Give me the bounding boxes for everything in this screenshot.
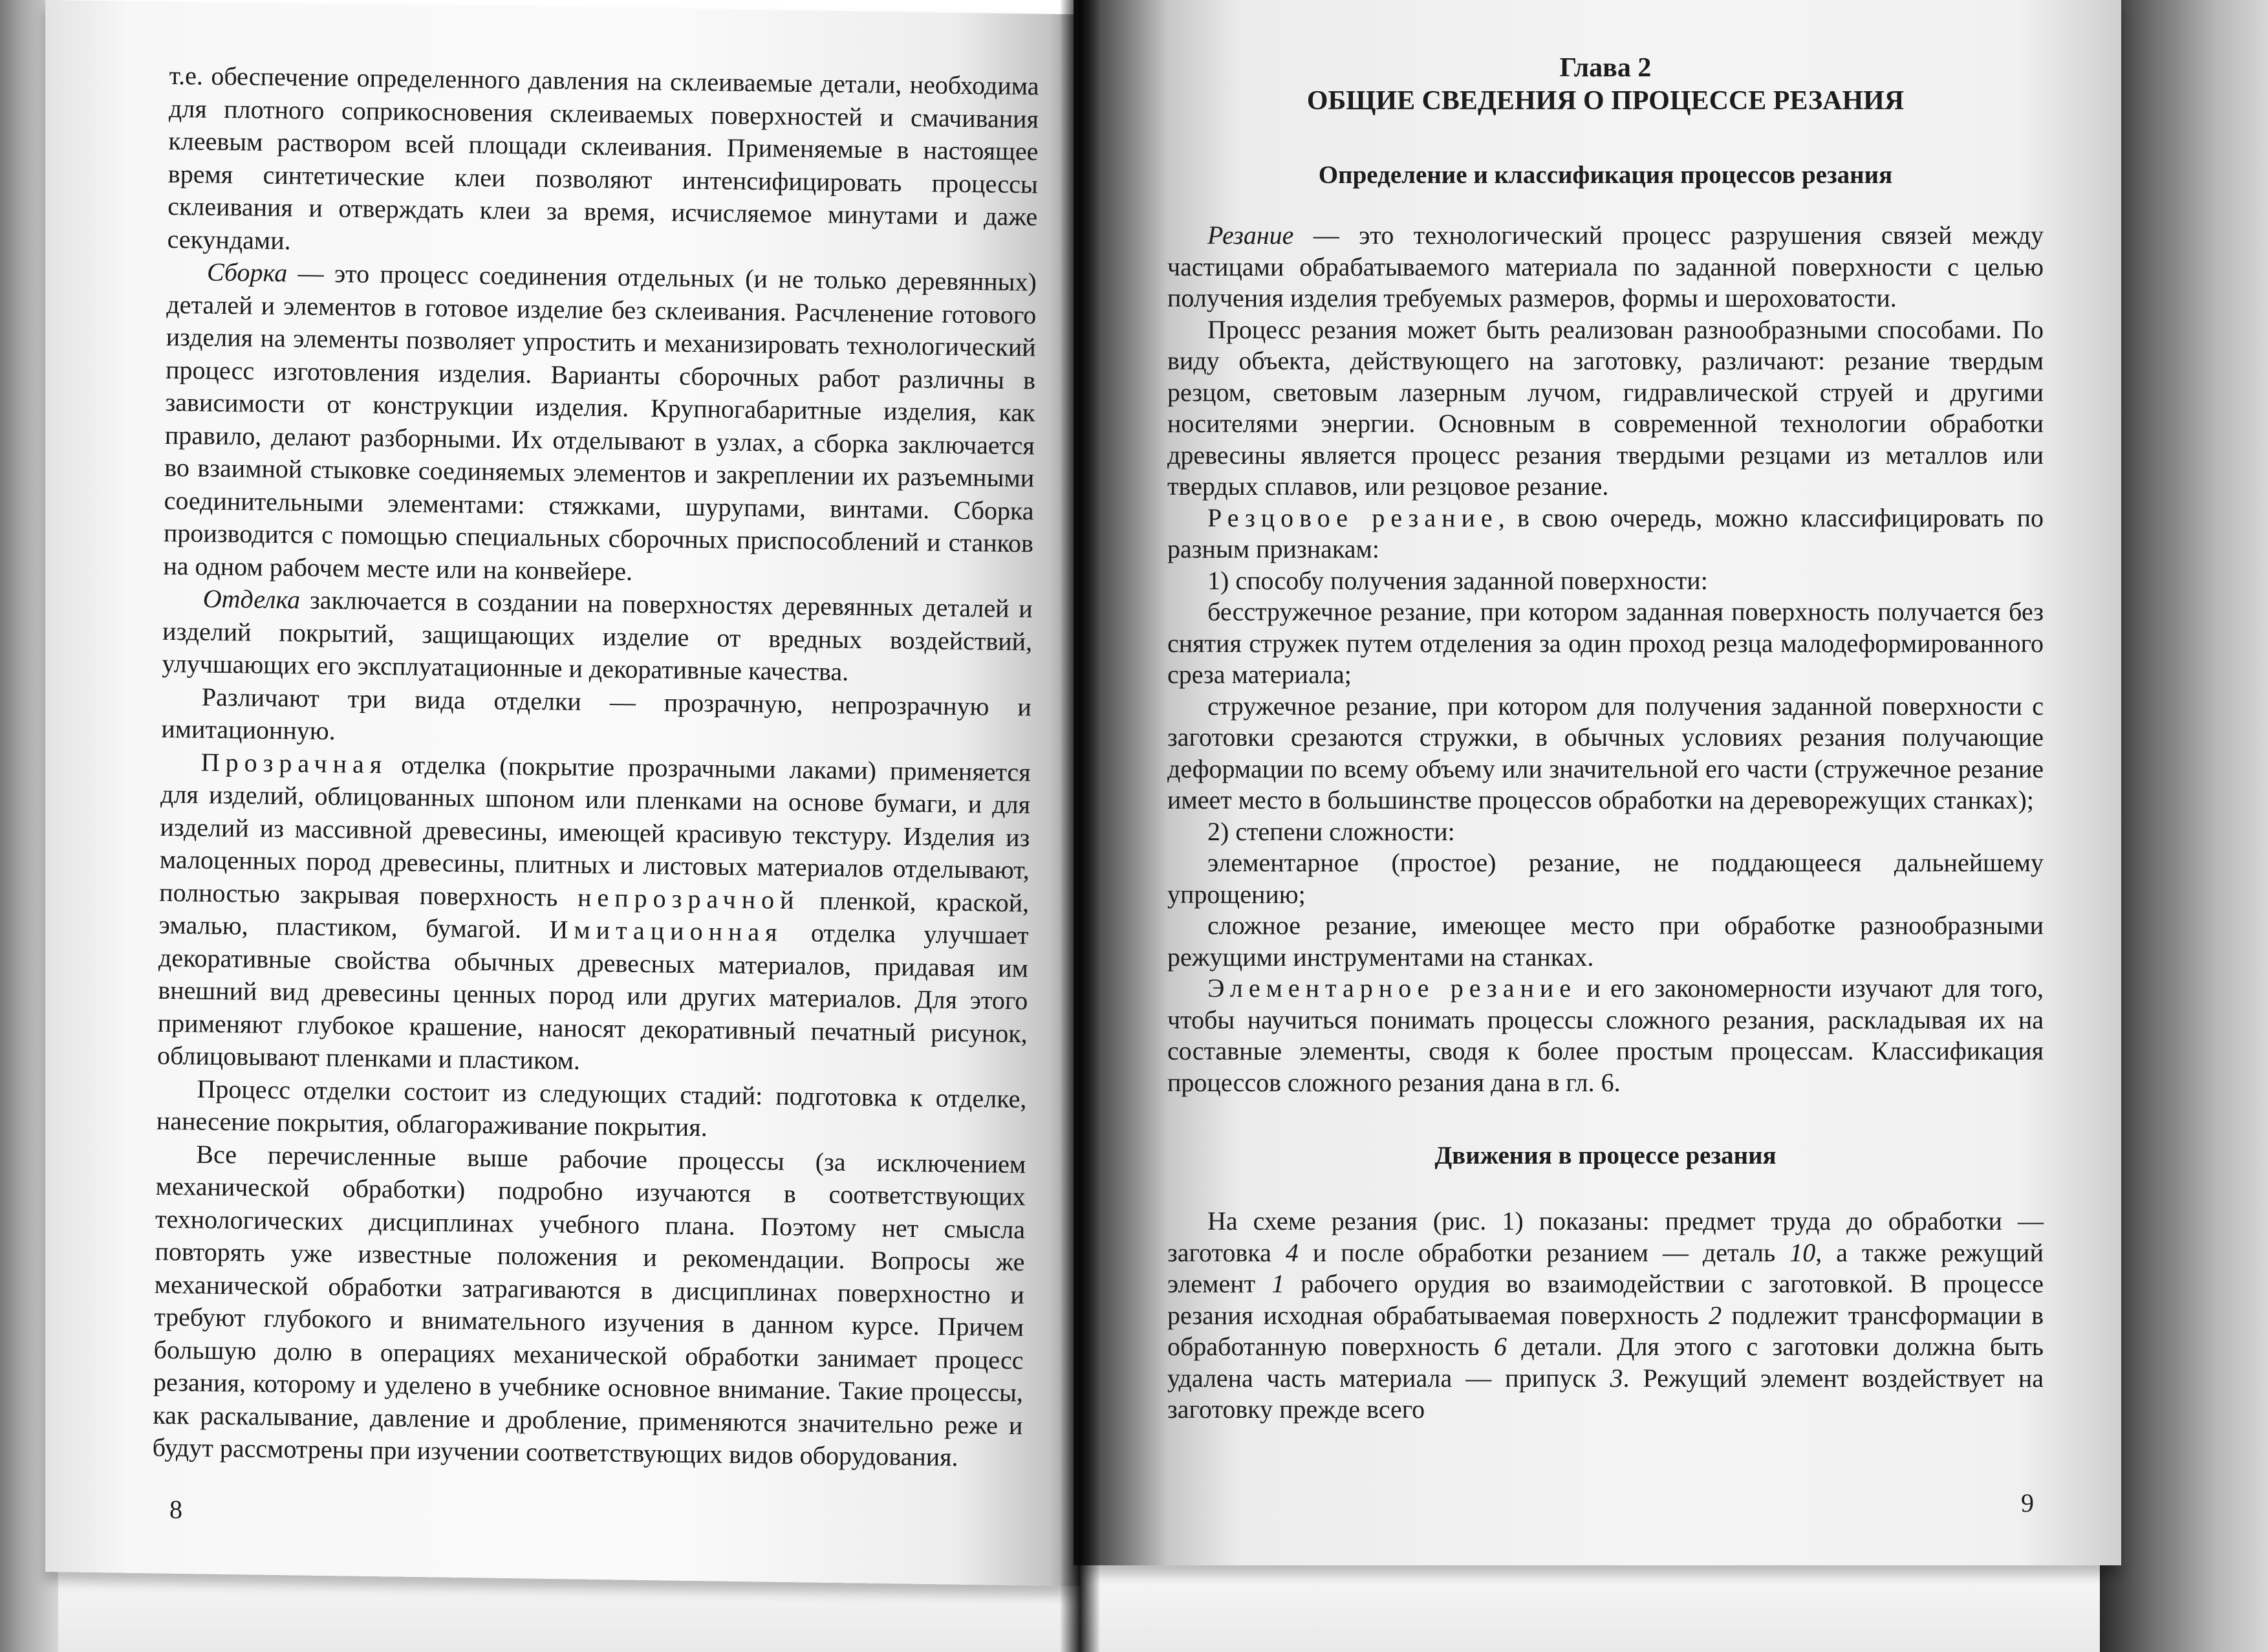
paragraph-text: и после обработки резанием — деталь [1298, 1237, 1790, 1267]
paragraph: Процесс резания может быть реализован разнообразными способами. По виду объекта, действующего на заготовку, различают: резание твердым резцом, световым лазерным лучом, гидравлической струей и другими носителями энергии. Основным в современной технологии обработки древесины является процесс резания твердыми резцами из металлов или твердых сплавов, или резцовое резание. [1167, 314, 2044, 501]
paragraph-text: рабочего орудия во взаимодействии с заготовкой. В процессе резания исходная обрабатываемая поверхность [1167, 1269, 2044, 1330]
chapter-title: ОБЩИЕ СВЕДЕНИЯ О ПРОЦЕССЕ РЕЗАНИЯ [1306, 86, 1905, 116]
paragraph [1167, 220, 2044, 314]
spaced-term: Резцовое резание [1207, 503, 1498, 532]
right-page-text [1167, 52, 2044, 1426]
paragraph: Процесс отделки состоит из следующих стадий: подготовка к отделке, нанесение покрытия, облагораживание покрытия. [156, 1074, 1027, 1142]
figure-ref: 3 [1610, 1363, 1623, 1393]
figure-ref: 6 [1493, 1332, 1507, 1361]
spaced-term: непрозрачной [577, 882, 800, 915]
figure-ref: 1 [1271, 1269, 1285, 1298]
paragraph-text: — это технологический процесс разрушения связей между частицами обрабатываемого материала по заданной поверхности с целью получения изделия требуемых размеров, формы и шероховатости. [1167, 221, 2044, 312]
term: Резание [1207, 221, 1294, 250]
page-number: 8 [169, 1495, 182, 1524]
spaced-term: Элементарное резание [1207, 973, 1577, 1003]
paragraph-text: пленкой, краской, эмалью, пластиком, бумагой. [158, 885, 1030, 944]
term: Отделка [202, 583, 301, 614]
background-right [2100, 0, 2268, 1652]
left-page-text [152, 60, 1039, 1475]
paragraph-text: , в свою очередь, можно классифицировать по разным признакам: [1167, 503, 2044, 563]
chapter-label: Глава 2 [1559, 53, 1652, 83]
paragraph-text: и его закономерности изучают для того, чтобы научиться понимать процессы сложного резания, раскладывая их на составные элементы, сводя к более простым процессам. Классификация процессов сложного резания дана в гл. 6. [1167, 973, 2044, 1097]
book-gutter [1061, 0, 1099, 1652]
paragraph [162, 582, 1033, 691]
paragraph-text: На схеме резания (рис. 1) показаны: предмет труда до обработки — заготовка [1167, 1206, 2044, 1267]
paragraph-text: подлежит трансформации в обработанную поверхность [1167, 1300, 2044, 1361]
figure-ref: 4 [1285, 1237, 1299, 1267]
list-item: 2) степени сложности: [1207, 816, 1455, 846]
paragraph: т.е. обеспечение определенного давления на склеиваемые детали, необходима для плотного соприкосновения склеиваемых поверхностей и смачивания клеевым раствором всей площади склеивания. Применяемые в настоящее время синтетические клеи позволяют интенсифицировать процессы склеивания и отверждать клеи за время, исчисляемое минутами и даже секундами. [167, 60, 1039, 255]
section-heading: Определение и классификация процессов резания [1318, 161, 1893, 189]
paragraph [1167, 973, 2044, 1098]
section-heading: Движения в процессе резания [1434, 1142, 1777, 1169]
spaced-term: Имитационная [549, 915, 783, 947]
paragraph: Все перечисленные выше рабочие процессы (за исключением механической обработки) подробно изучаются в соответствующих технологических дисциплинах учебного плана. Поэтому нет смысла повторять уже известные положения и рекомендации. Вопросы же механической обработки затрагиваются в дисциплинах поверхностно и требуют глубокого и внимательного изучения в данном курсе. Причем большую долю в операциях механической обработки занимает процесс резания, которому и уделено в учебнике основное внимание. Такие процессы, как раскалывание, давление и дробление, применяются значительно реже и будут рассмотрены при изучении соответствующих видов оборудования. [152, 1139, 1026, 1472]
spaced-term: Прозрачная [200, 747, 388, 779]
paragraph [163, 255, 1037, 592]
term: Сборка [206, 257, 288, 288]
paragraph-text: заключается в создании на поверхностях деревянных деталей и изделий покрытий, защищающих изделие от вредных воздействий, улучшающих его эксплуатационные и декоративные качества. [162, 585, 1033, 686]
list-item: 1) способу получения заданной поверхности: [1207, 565, 1708, 595]
paragraph [1167, 503, 2044, 565]
list-item: элементарное (простое) резание, не поддающееся дальнейшему упрощению; [1167, 848, 2044, 909]
paragraph-text: — это процесс соединения отдельных (и не только деревянных) деталей и элементов в готовое изделие без склеивания. Расчленение готового изделия на элементы позволяет упростить и механизировать технологический процесс изготовления изделия. Варианты сборочных работ различны в зависимости от конструкции изделия. Крупногабаритные изделия, как правило, делают разборными. Их отделывают в узлах, а сборка заключается во взаимной стыковке соединяемых элементов и закреплении их разъемными соединительными элементами: стяжками, шурупами, винтами. Сборка производится с помощью специальных сборочных приспособлений и станков на одном рабочем месте или на конвейере. [163, 258, 1037, 586]
list-item: бесстружечное резание, при котором заданная поверхность получается без снятия стружек путем отделения за один проход резца малодеформированного среза материала; [1167, 597, 2044, 689]
page-number: 9 [2021, 1488, 2034, 1517]
list-item: стружечное резание, при котором для получения заданной поверхности с заготовки срезаются стружки, в обычных условиях резания получающие деформации по всему объему или значительной его части (стружечное резание имеет место в большинстве процессов обработки на дереворежущих станках); [1167, 691, 2044, 814]
paragraph-text: отделка улучшает декоративные свойства обычных древесных материалов, придавая им внешний вид древесины ценных пород или других материалов. Для этого применяют глубокое крашение, наносят декоративный печатный рисунок, облицовывают пленками и пластиком. [157, 917, 1029, 1075]
figure-ref: 2 [1709, 1300, 1722, 1330]
paragraph-text: , а также режущий элемент [1167, 1237, 2044, 1298]
paragraph [1167, 1206, 2044, 1426]
list-item: сложное резание, имеющее место при обработке разнообразными режущими инструментами на станках. [1167, 911, 2044, 972]
paragraph-text: детали. Для этого с заготовки должна быть удалена часть материала — припуск [1167, 1332, 2044, 1393]
figure-ref: 10 [1789, 1237, 1816, 1267]
paragraph: Различают три вида отделки — прозрачную, непрозрачную и имитационную. [161, 682, 1032, 746]
paragraph-text: . Режущий элемент воздействует на заготовку прежде всего [1167, 1363, 2044, 1424]
paragraph-text: отделка (покрытие прозрачными лаками) применяется для изделий, облицованных шпоном или пленками на основе бумаги, и для изделий из массивной древесины, имеющей красивую текстуру. Изделия из малоценных пород древесины, плитных и листовых материалов отделывают, полностью закрывая поверхность [159, 749, 1031, 912]
paragraph [157, 745, 1031, 1082]
